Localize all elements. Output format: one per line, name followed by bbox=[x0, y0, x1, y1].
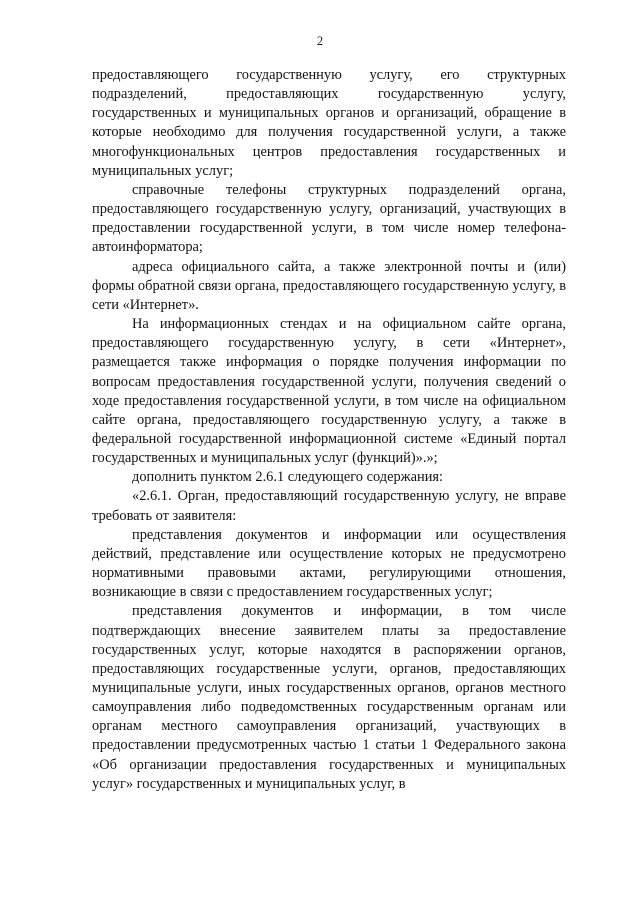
paragraph: предоставляющего государственную услугу, его структурных подразделений, предоставляющих государственную услугу, государственных и муниципальных органов и организаций, обращение в которые необходимо для получения государственной услуги, а также многофункциональных центров предоставления государственных и муниципальных услуг; bbox=[92, 67, 566, 179]
paragraph: «2.6.1. Орган, предоставляющий государственную услугу, не вправе требовать от заявителя: bbox=[92, 488, 566, 524]
paragraph: представления документов и информации, в том числе подтверждающих внесение заявителем платы за предоставление государственных услуг, которые находятся в распоряжении органов, предоставляющих государственные услуги, органов, предоставляющих муниципальные услуги, иных государственных органов, органов местного самоуправления либо подведомственных государственным органам или органам местного самоуправления организаций, участвующих в предоставлении предусмотренных частью 1 статьи 1 Федерального закона «Об организации предоставления государственных и муниципальных услуг» государственных и муниципальных услуг, в bbox=[92, 603, 566, 792]
paragraph: На информационных стендах и на официальном сайте органа, предоставляющего государственную услугу, в сети «Интернет», размещается также информация о порядке получения информации по вопросам предоставления государственной услуги, получения сведений о ходе предоставления государственной услуги, в том числе на официальном сайте органа, предоставляющего государственную услугу, а также в федеральной государственной информационной системе «Единый портал государственных и муниципальных услуг (функций)».»; bbox=[92, 316, 566, 467]
paragraph: справочные телефоны структурных подразделений органа, предоставляющего государственную услугу, организаций, участвующих в предоставлении государственной услуги, в том числе номер телефона-автоинформатора; bbox=[92, 181, 566, 256]
paragraph: представления документов и информации или осуществления действий, представление или осуществление которых не предусмотрено нормативными правовыми актами, регулирующими отношения, возникающие в связи с предоставлением государственных услуг; bbox=[92, 526, 566, 601]
page-number: 2 bbox=[316, 34, 324, 48]
paragraph: адреса официального сайта, а также электронной почты и (или) формы обратной связи органа, предоставляющего государственную услугу, в сети «Интернет». bbox=[92, 258, 566, 313]
document-body bbox=[92, 66, 566, 794]
paragraph: дополнить пунктом 2.6.1 следующего содержания: bbox=[132, 469, 444, 486]
